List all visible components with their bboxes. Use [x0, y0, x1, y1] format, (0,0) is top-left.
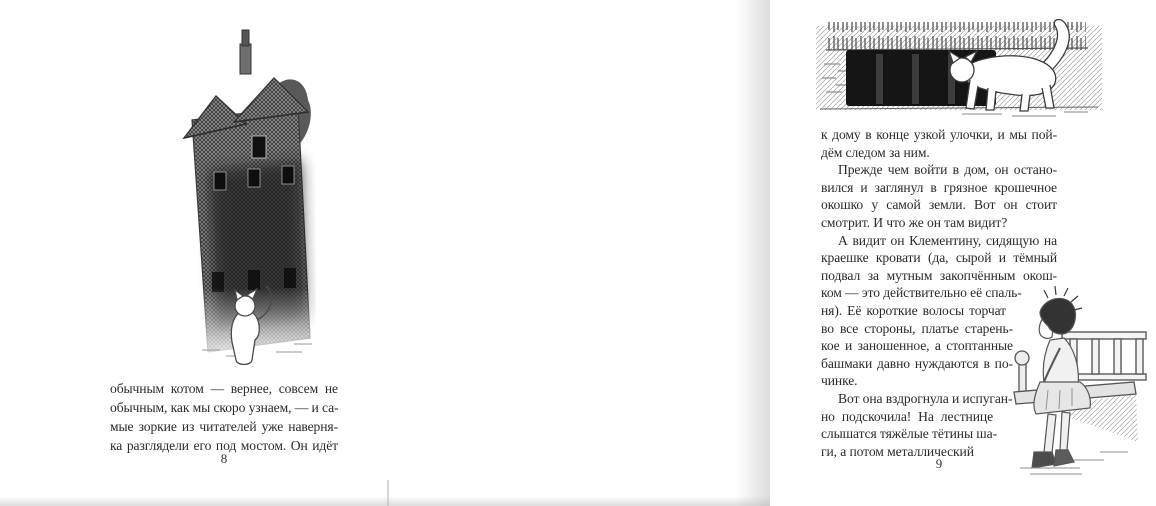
text-line: но подскочила! На лестнице: [821, 408, 993, 424]
page-right[interactable]: [388, 0, 1057, 506]
text-line: ка разглядели его под мостом. Он идёт: [110, 438, 338, 453]
text-line: Прежде чем войти в дом, он остано-: [838, 162, 1057, 178]
page-number-left: 8: [220, 451, 228, 466]
text-line: обычным, как мы скоро узнаем, — и са-: [110, 400, 339, 415]
page-left[interactable]: [0, 0, 388, 506]
text-line: к дому в конце узкой улочки, и мы пой-: [821, 127, 1057, 142]
text-line: ги, а потом металлический: [821, 443, 974, 459]
text-line: окошко у самой земли. Вот он стоит: [821, 197, 1057, 213]
page-number-right: 9: [935, 456, 943, 471]
text-line: А видит он Клементину, сидящую на: [838, 232, 1057, 248]
text-line: обычным котом — вернее, совсем не: [110, 381, 338, 396]
text-line: чинке.: [821, 373, 858, 389]
text-line: башмаки давно нуждаются в по-: [821, 355, 1013, 371]
text-line: во все стороны, платье старень-: [821, 320, 1013, 336]
text-line: подвал за мутным закопчённым окош-: [821, 267, 1057, 283]
house-cat-illustration: [156, 20, 340, 368]
text-line: дём следом за ним.: [821, 144, 930, 160]
text-line: слышатся тяжёлые тётины ша-: [821, 426, 998, 442]
girl-on-bench-illustration: [1004, 282, 1156, 482]
text-line: ком — это действительно её спаль-: [821, 285, 1022, 301]
text-line: смотрит. И что же он там видит?: [821, 214, 1008, 230]
cat-cellar-window-illustration: [812, 8, 1106, 124]
text-line: мые зоркие из читателей уже наверня-: [110, 419, 338, 434]
text-line: краешке кровати (да, сырой и тёмный: [821, 250, 1057, 266]
left-page-text: [110, 379, 338, 455]
text-line: кое и заношенное, а стоптанные: [821, 338, 1013, 354]
text-line: вился и заглянул в грязное крошечное: [821, 179, 1057, 195]
text-line: Вот она вздрогнула и испуган-: [838, 390, 1013, 406]
text-line: ня). Её короткие волосы торчат: [821, 302, 1006, 318]
